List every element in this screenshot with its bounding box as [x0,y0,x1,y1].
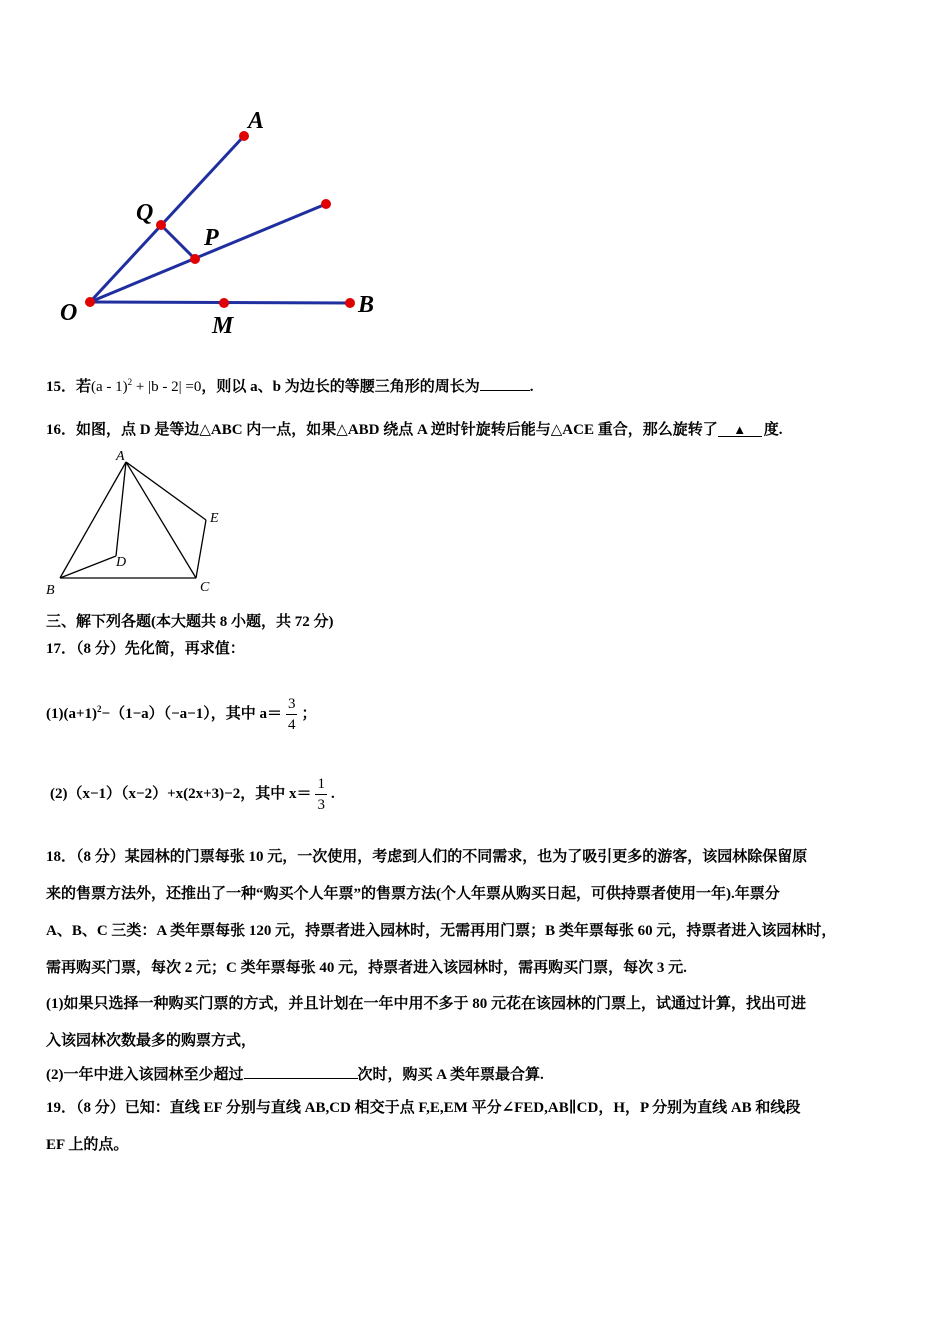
side-AC [126,462,196,578]
q15-text: ，则以 a、b 为边长的等腰三角形的周长为 [201,379,480,395]
point-M [219,298,229,308]
point-end [321,199,331,209]
frac-num: 3 [286,694,298,715]
frac-den: 4 [287,717,296,734]
q18-line7-before: (2)一年中进入该园林至少超过 [46,1067,244,1083]
q16-text-after: 度. [763,422,783,438]
label-P: P [204,225,219,251]
q17-part2-text: (2)（x−1）（x−2）+x(2x+3)−2，其中 x＝ [50,786,312,802]
q18-answer-blank[interactable] [244,1064,358,1079]
q16-answer-blank[interactable] [718,420,762,437]
label-B: B [358,292,375,318]
q17-part1 [46,684,317,739]
q17-intro: 17．（8 分）先化简，再求值： [46,641,245,657]
label-O: O [60,300,78,326]
label-A2: A [116,449,125,464]
q17-part1-rest: −（1−a）（−a−1），其中 a＝ [101,706,282,722]
q18-line6: 入该园林次数最多的购票方式， [46,1033,257,1049]
q15-expr-eq: =0 [181,379,202,395]
q18-line7 [46,1064,544,1085]
frac-den: 3 [317,797,325,814]
point-O [85,297,95,307]
q15-expression [91,379,201,395]
q15-end: . [529,379,534,395]
q18-line7-after: 次时，购买 A 类年票最合算. [357,1067,544,1083]
segment-BD [60,556,116,578]
q17-part2 [50,769,335,819]
figure-triangle-diagram [42,448,232,598]
frac-num: 1 [315,774,327,795]
q18-line2: 来的售票方法外，还推出了一种“购买个人年票”的售票方法(个人年票从购买日起，可供持票者使用一年).年票分 [46,886,780,902]
q15-expr-sup: 2 [127,377,133,387]
triangle-placeholder-icon: ▲ [733,422,747,437]
label-M: M [212,313,234,339]
q16-text: 16．如图，点 D 是等边△ABC 内一点，如果△ABD 绕点 A 逆时针旋转后能与△ACE 重合，那么旋转了 [46,422,718,438]
q17-part2-end: . [330,786,335,802]
q15-answer-blank[interactable] [480,376,530,391]
section-3-title: 三、解下列各题(本大题共 8 小题，共 72 分) [46,614,334,630]
q15-expr-plus: + [132,379,149,395]
q19-line1: 19．（8 分）已知：直线 EF 分别与直线 AB,CD 相交于点 F,E,EM 平分∠FED,AB∥CD，H，P 分别为直线 AB 和线段 [46,1100,801,1116]
segment-QP [161,225,195,259]
segment-AE [126,462,206,520]
q19-line2: EF 上的点。 [46,1137,129,1153]
label-D2: D [116,555,127,570]
label-Q: Q [136,200,154,226]
q17-part1-end: ； [301,706,317,722]
q15-number: 15．若 [46,379,92,395]
q15-expr-left: (a - 1) [91,379,128,395]
fraction-one-third [315,774,327,815]
point-Q [156,220,166,230]
point-B [345,298,355,308]
q18-line5: (1)如果只选择一种购买门票的方式，并且计划在一年中用不多于 80 元花在该园林的门票上，试通过计算，找出可进 [46,996,806,1012]
label-A: A [248,108,265,134]
segment-CE [196,520,206,578]
ray-OA [90,136,244,302]
figure-angle-diagram [50,100,400,345]
question-16 [46,420,782,440]
label-E2: E [210,511,219,526]
question-15 [46,372,533,397]
label-C2: C [200,580,210,595]
q18-line1: 18．（8 分）某园林的门票每张 10 元，一次使用，考虑到人们的不同需求，也为了吸引更多的游客，该园林除保留原 [46,849,808,865]
label-B2: B [46,583,55,598]
point-P [190,254,200,264]
q18-line3: A、B、C 三类：A 类年票每张 120 元，持票者进入园林时，无需再用门票；B 类年票每张 60 元，持票者进入该园林时， [46,923,837,939]
ray-OP [90,204,326,302]
q17-part1-sup: 2 [97,704,102,714]
q15-expr-abs: |b - 2| [148,379,182,395]
q17-part1-text: (1)(a+1) [46,706,98,722]
q18-line4: 需再购买门票，每次 2 元；C 类年票每张 40 元，持票者进入该园林时，需再购买门票，每次 3 元. [46,960,687,976]
fraction-three-quarters [286,694,298,735]
